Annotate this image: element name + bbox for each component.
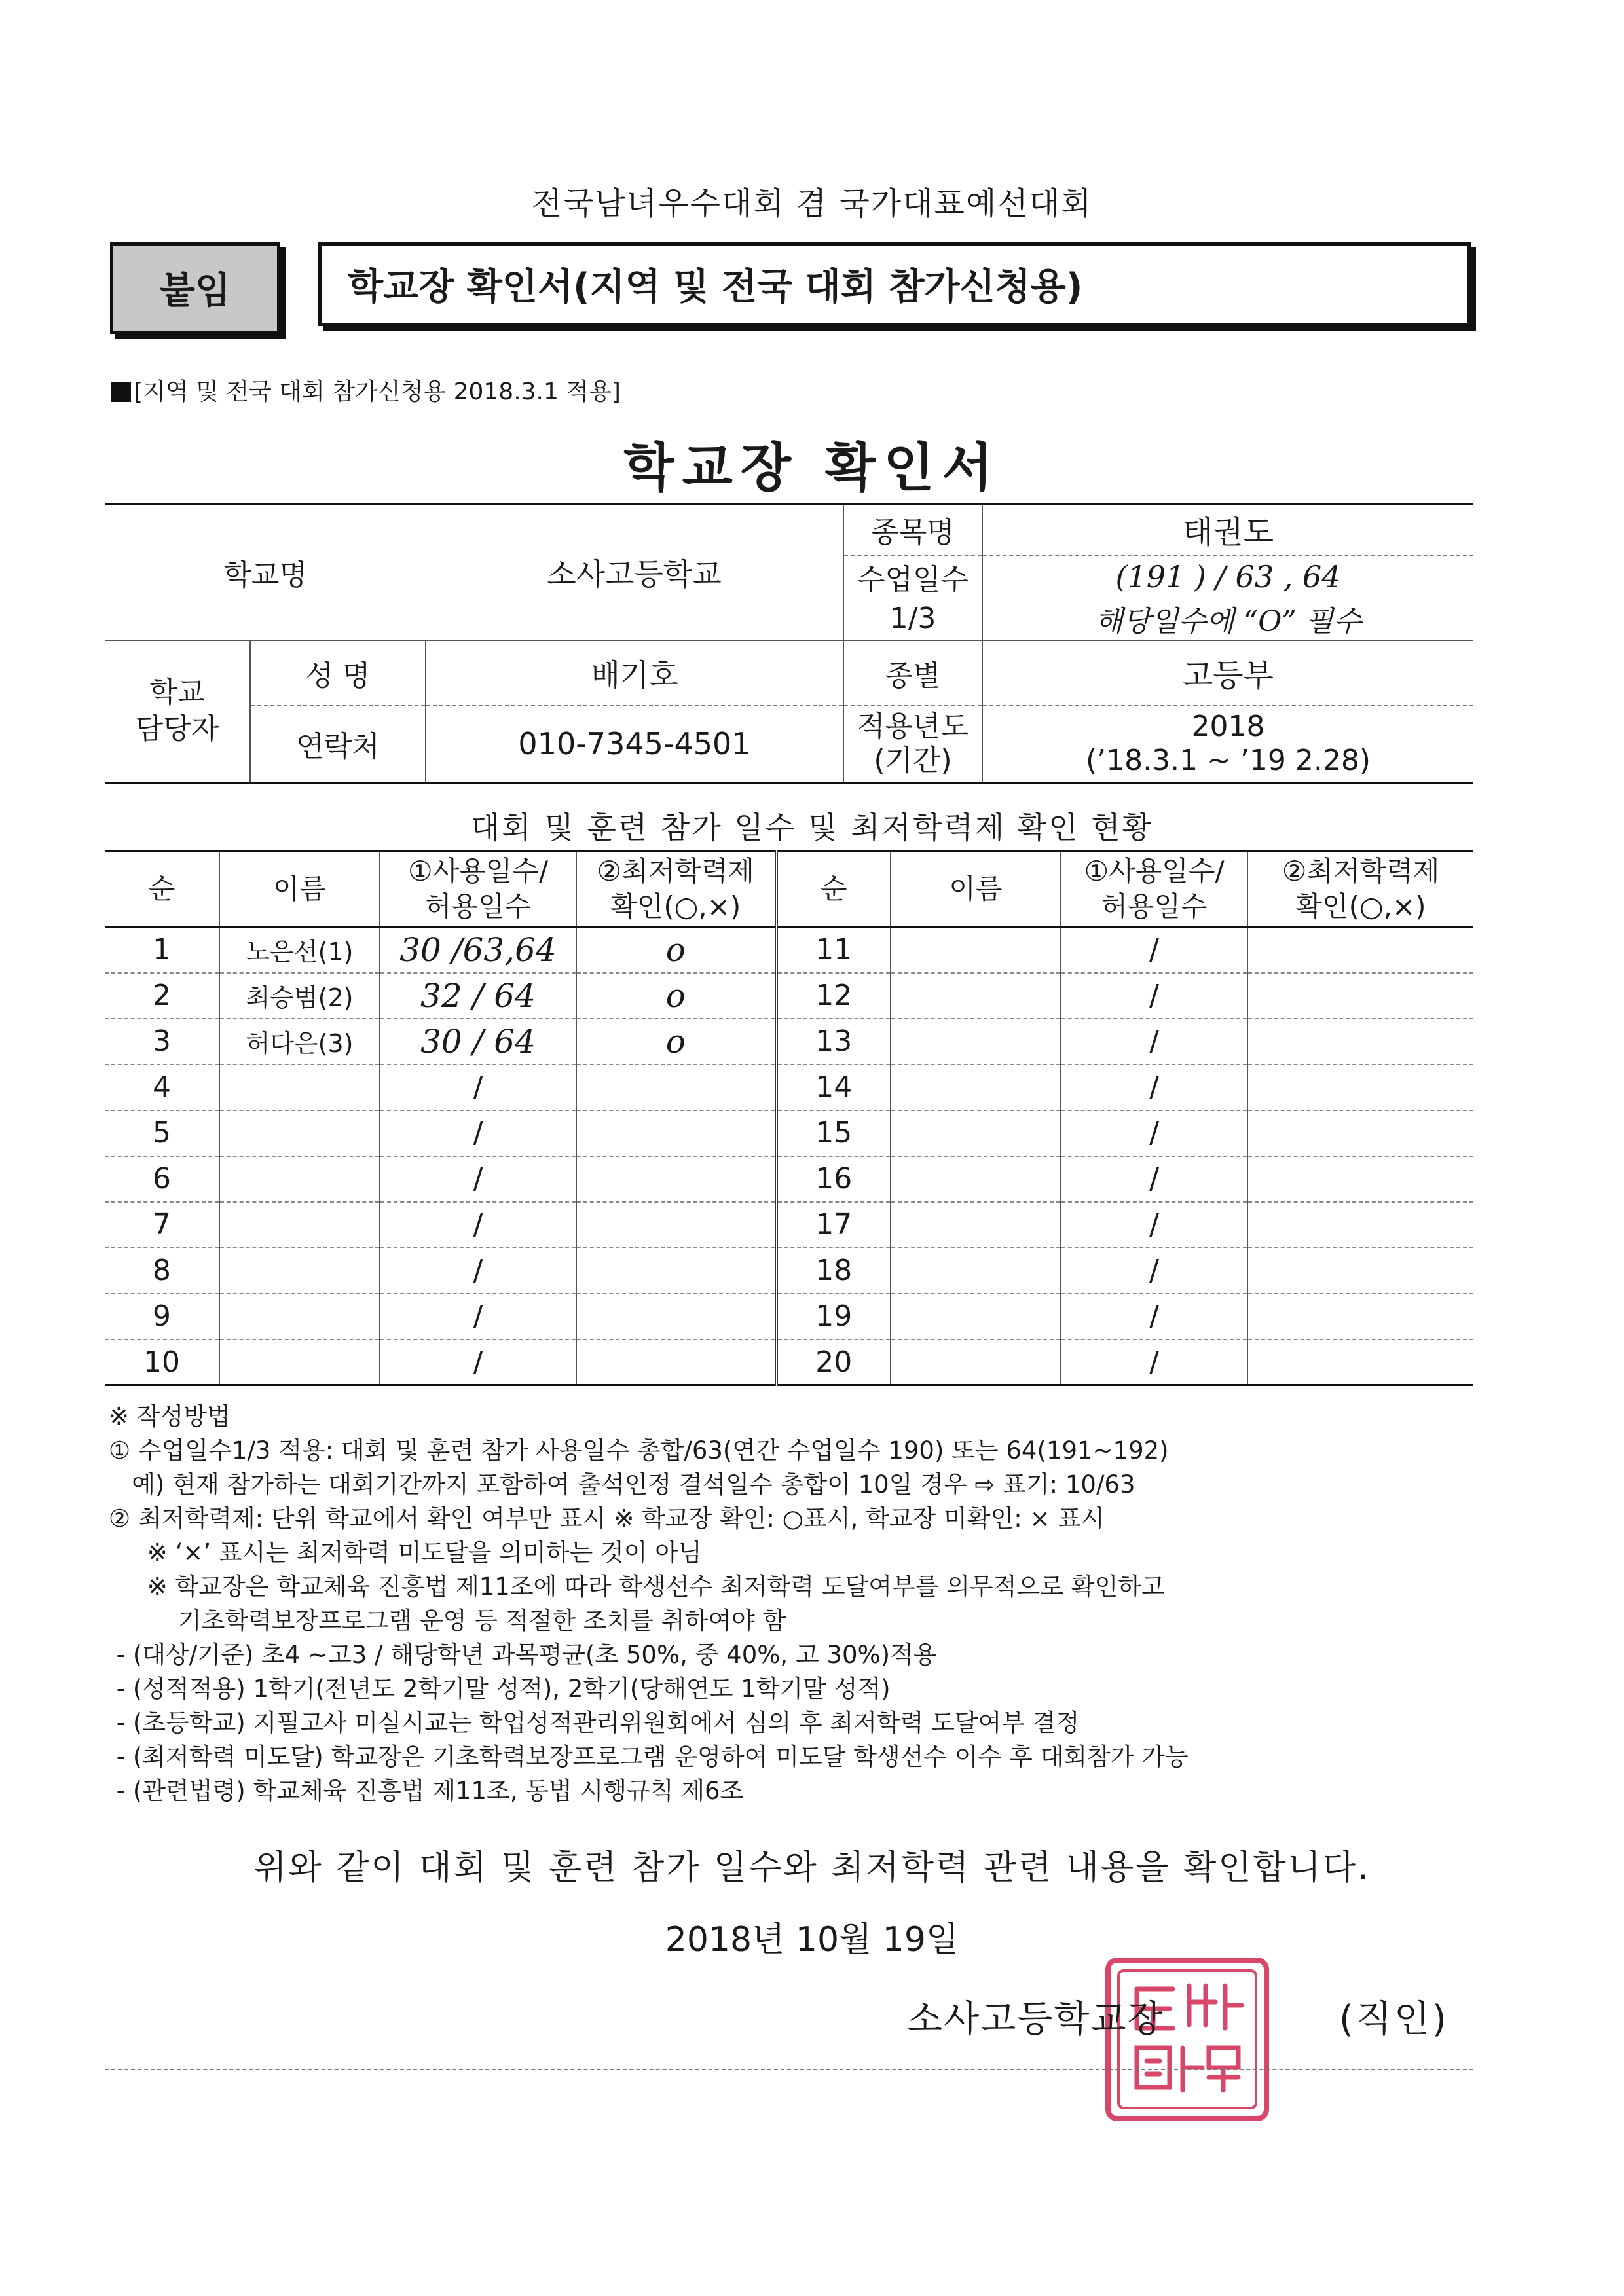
note-line: - (대상/기준) 초4 ~고3 / 해당학년 과목평균(초 50%, 중 40%, 고 30%)적용 (109, 1641, 937, 1669)
row-min (1247, 1019, 1473, 1065)
row-days: / (1061, 927, 1247, 973)
class-days-note: 해당일수에 “O” 필수 (982, 598, 1473, 640)
header-no-left: 순 (105, 851, 219, 927)
row-min: o (576, 927, 776, 973)
application-note (111, 373, 621, 407)
row-min (1247, 1294, 1473, 1339)
row-min (1247, 1248, 1473, 1294)
row-days: / (1061, 1202, 1247, 1248)
header-title: 학교장 확인서(지역 및 전국 대회 참가신청용) (318, 242, 1471, 326)
class-days-label-2: 1/3 (843, 598, 982, 640)
table-row (105, 1339, 1473, 1385)
confirm-text: 위와 같이 대회 및 훈련 참가 일수와 최저학력 관련 내용을 확인합니다. (253, 1848, 1371, 1887)
header-min-2: 확인(○,×) (1295, 890, 1426, 922)
table-row (105, 1110, 1473, 1156)
row-name (891, 1110, 1061, 1156)
note-line: 기초학력보장프로그램 운영 등 적절한 조치를 취하여야 함 (109, 1607, 786, 1635)
row-min (1247, 1202, 1473, 1248)
table-row (105, 1065, 1473, 1110)
manager-label-2: 담당자 (135, 712, 219, 746)
row-days: / (1061, 973, 1247, 1019)
row-name (891, 927, 1061, 973)
document-date: 2018년 10월 19일 (665, 1920, 959, 1959)
writing-notes (109, 1400, 1189, 1808)
division-label: 종별 (843, 640, 982, 706)
seal-label: (직인) (1339, 1998, 1449, 2041)
status-title: 대회 및 훈련 참가 일수 및 최저학력제 확인 현황 (470, 810, 1154, 845)
row-no: 7 (105, 1202, 219, 1248)
header-min-1: ②최저학력제 (597, 854, 754, 887)
header-days-right (1061, 851, 1247, 927)
row-no: 16 (776, 1156, 891, 1202)
year-label-1: 적용년도 (857, 710, 969, 744)
row-name (891, 1156, 1061, 1202)
row-no: 5 (105, 1110, 219, 1156)
row-min (1247, 973, 1473, 1019)
signer: 소사고등학교장 (907, 1998, 1164, 2041)
row-min (576, 1156, 776, 1202)
header-min-2: 확인(○,×) (610, 890, 741, 922)
row-min: o (576, 973, 776, 1019)
row-name: 허다은(3) (219, 1019, 380, 1065)
class-days-value: (191 ) / 63 , 64 (982, 555, 1473, 598)
row-min (1247, 1156, 1473, 1202)
row-min (1247, 927, 1473, 973)
main-title: 학교장 확인서 (623, 437, 1001, 498)
row-days: 32 / 64 (380, 973, 576, 1019)
row-days: / (1061, 1156, 1247, 1202)
row-min (576, 1294, 776, 1339)
contact-label: 연락처 (250, 706, 426, 783)
row-min (576, 1065, 776, 1110)
row-days: / (1061, 1294, 1247, 1339)
row-no: 11 (776, 927, 891, 973)
header-days-1: ①사용일수/ (407, 854, 549, 887)
row-no: 6 (105, 1156, 219, 1202)
row-name (219, 1248, 380, 1294)
table-row (105, 973, 1473, 1019)
row-days: 30 /63,64 (380, 927, 576, 973)
table-row (105, 1019, 1473, 1065)
manager-name: 배기호 (426, 640, 843, 706)
header-min-right (1247, 851, 1473, 927)
row-name (219, 1294, 380, 1339)
division-value: 고등부 (982, 640, 1473, 706)
row-name (891, 1294, 1061, 1339)
school-name-label: 학교명 (105, 504, 426, 640)
table-row (105, 1202, 1473, 1248)
header-days-2: 허용일수 (1101, 890, 1208, 922)
row-name (891, 1339, 1061, 1385)
info-table (105, 503, 1473, 784)
header-days-1: ①사용일수/ (1084, 854, 1225, 887)
note-line: 예) 현재 참가하는 대회기간까지 포함하여 출석인정 결석일수 총합이 10일 경우 ⇨ 표기: 10/63 (109, 1470, 1135, 1499)
row-no: 8 (105, 1248, 219, 1294)
row-days: 30 / 64 (380, 1019, 576, 1065)
event-label: 종목명 (843, 504, 982, 555)
row-days: / (380, 1339, 576, 1385)
square-bullet-icon (111, 382, 131, 402)
row-name: 노은선(1) (219, 927, 380, 973)
table-row (105, 1248, 1473, 1294)
row-no: 2 (105, 973, 219, 1019)
row-no: 17 (776, 1202, 891, 1248)
row-days: / (1061, 1110, 1247, 1156)
row-no: 10 (105, 1339, 219, 1385)
contact-value: 010-7345-4501 (426, 706, 843, 783)
row-min: o (576, 1019, 776, 1065)
note-line: ※ 학교장은 학교체육 진흥법 제11조에 따라 학생선수 최저학력 도달여부를 의무적으로 확인하고 (109, 1573, 1165, 1601)
row-name (219, 1339, 380, 1385)
row-no: 15 (776, 1110, 891, 1156)
row-days: / (380, 1065, 576, 1110)
row-min (1247, 1110, 1473, 1156)
note-line: - (최저학력 미도달) 학교장은 기초학력보장프로그램 운영하여 미도달 학생선수 이수 후 대회참가 가능 (109, 1743, 1189, 1771)
row-name (219, 1202, 380, 1248)
application-note-text: [지역 및 전국 대회 참가신청용 2018.3.1 적용] (134, 378, 621, 405)
school-name: 소사고등학교 (426, 504, 843, 640)
header-min-1: ②최저학력제 (1282, 854, 1440, 887)
row-min (576, 1339, 776, 1385)
row-min (576, 1110, 776, 1156)
row-days: / (380, 1202, 576, 1248)
row-name (891, 973, 1061, 1019)
row-no: 19 (776, 1294, 891, 1339)
bottom-divider (105, 2069, 1473, 2070)
row-no: 1 (105, 927, 219, 973)
row-days: / (1061, 1248, 1247, 1294)
row-min (576, 1202, 776, 1248)
row-name: 최승범(2) (219, 973, 380, 1019)
year-label-2: (기간) (874, 744, 952, 778)
year-label (843, 706, 982, 783)
header-no-right: 순 (776, 851, 891, 927)
name-label: 성 명 (250, 640, 426, 706)
row-no: 13 (776, 1019, 891, 1065)
header-days-2: 허용일수 (424, 890, 532, 922)
manager-label (105, 640, 250, 783)
row-days: / (380, 1294, 576, 1339)
year-value (982, 706, 1473, 783)
row-days: / (1061, 1339, 1247, 1385)
row-min (1247, 1339, 1473, 1385)
period: (’18.3.1 ~ ’19 2.28) (1085, 744, 1371, 778)
header-name-left: 이름 (219, 851, 380, 927)
note-line: ① 수업일수1/3 적용: 대회 및 훈련 참가 사용일수 총합/63(연간 수업일수 190) 또는 64(191~192) (109, 1436, 1169, 1465)
header-days-left (380, 851, 576, 927)
table-row (105, 1156, 1473, 1202)
note-line: ※ ‘×’ 표시는 최저학력 미도달을 의미하는 것이 아님 (109, 1539, 702, 1567)
row-no: 14 (776, 1065, 891, 1110)
note-line: - (성적적용) 1학기(전년도 2학기말 성적), 2학기(당해연도 1학기말 성적) (109, 1675, 891, 1703)
event-title: 전국남녀우수대회 겸 국가대표예선대회 (531, 185, 1093, 222)
row-no: 3 (105, 1019, 219, 1065)
table-row (105, 927, 1473, 973)
header-name-right: 이름 (891, 851, 1061, 927)
row-days: / (380, 1110, 576, 1156)
class-days-label-1: 수업일수 (843, 555, 982, 598)
row-days: / (1061, 1065, 1247, 1110)
row-name (219, 1110, 380, 1156)
note-line: - (관련법령) 학교체육 진흥법 제11조, 동법 시행규칙 제6조 (109, 1777, 744, 1805)
row-name (891, 1065, 1061, 1110)
note-line: ※ 작성방법 (109, 1402, 231, 1430)
row-min (1247, 1065, 1473, 1110)
row-name (891, 1019, 1061, 1065)
row-no: 9 (105, 1294, 219, 1339)
manager-label-1: 학교 (149, 676, 205, 710)
header-min-left (576, 851, 776, 927)
row-min (576, 1248, 776, 1294)
row-name (891, 1202, 1061, 1248)
row-no: 20 (776, 1339, 891, 1385)
event-value: 태권도 (982, 504, 1473, 555)
note-line: - (초등학교) 지필고사 미실시교는 학업성적관리위원회에서 심의 후 최저학력 도달여부 결정 (109, 1709, 1080, 1737)
row-no: 12 (776, 973, 891, 1019)
row-name (219, 1156, 380, 1202)
year: 2018 (1191, 710, 1265, 744)
row-no: 18 (776, 1248, 891, 1294)
attendance-table (105, 850, 1473, 1386)
row-days: / (1061, 1019, 1247, 1065)
note-line: ② 최저학력제: 단위 학교에서 확인 여부만 표시 ※ 학교장 확인: ○표시, 학교장 미확인: × 표시 (109, 1504, 1105, 1533)
row-days: / (380, 1248, 576, 1294)
row-name (219, 1065, 380, 1110)
row-name (891, 1248, 1061, 1294)
row-no: 4 (105, 1065, 219, 1110)
attachment-label: 붙임 (110, 242, 280, 334)
table-row (105, 1294, 1473, 1339)
row-days: / (380, 1156, 576, 1202)
